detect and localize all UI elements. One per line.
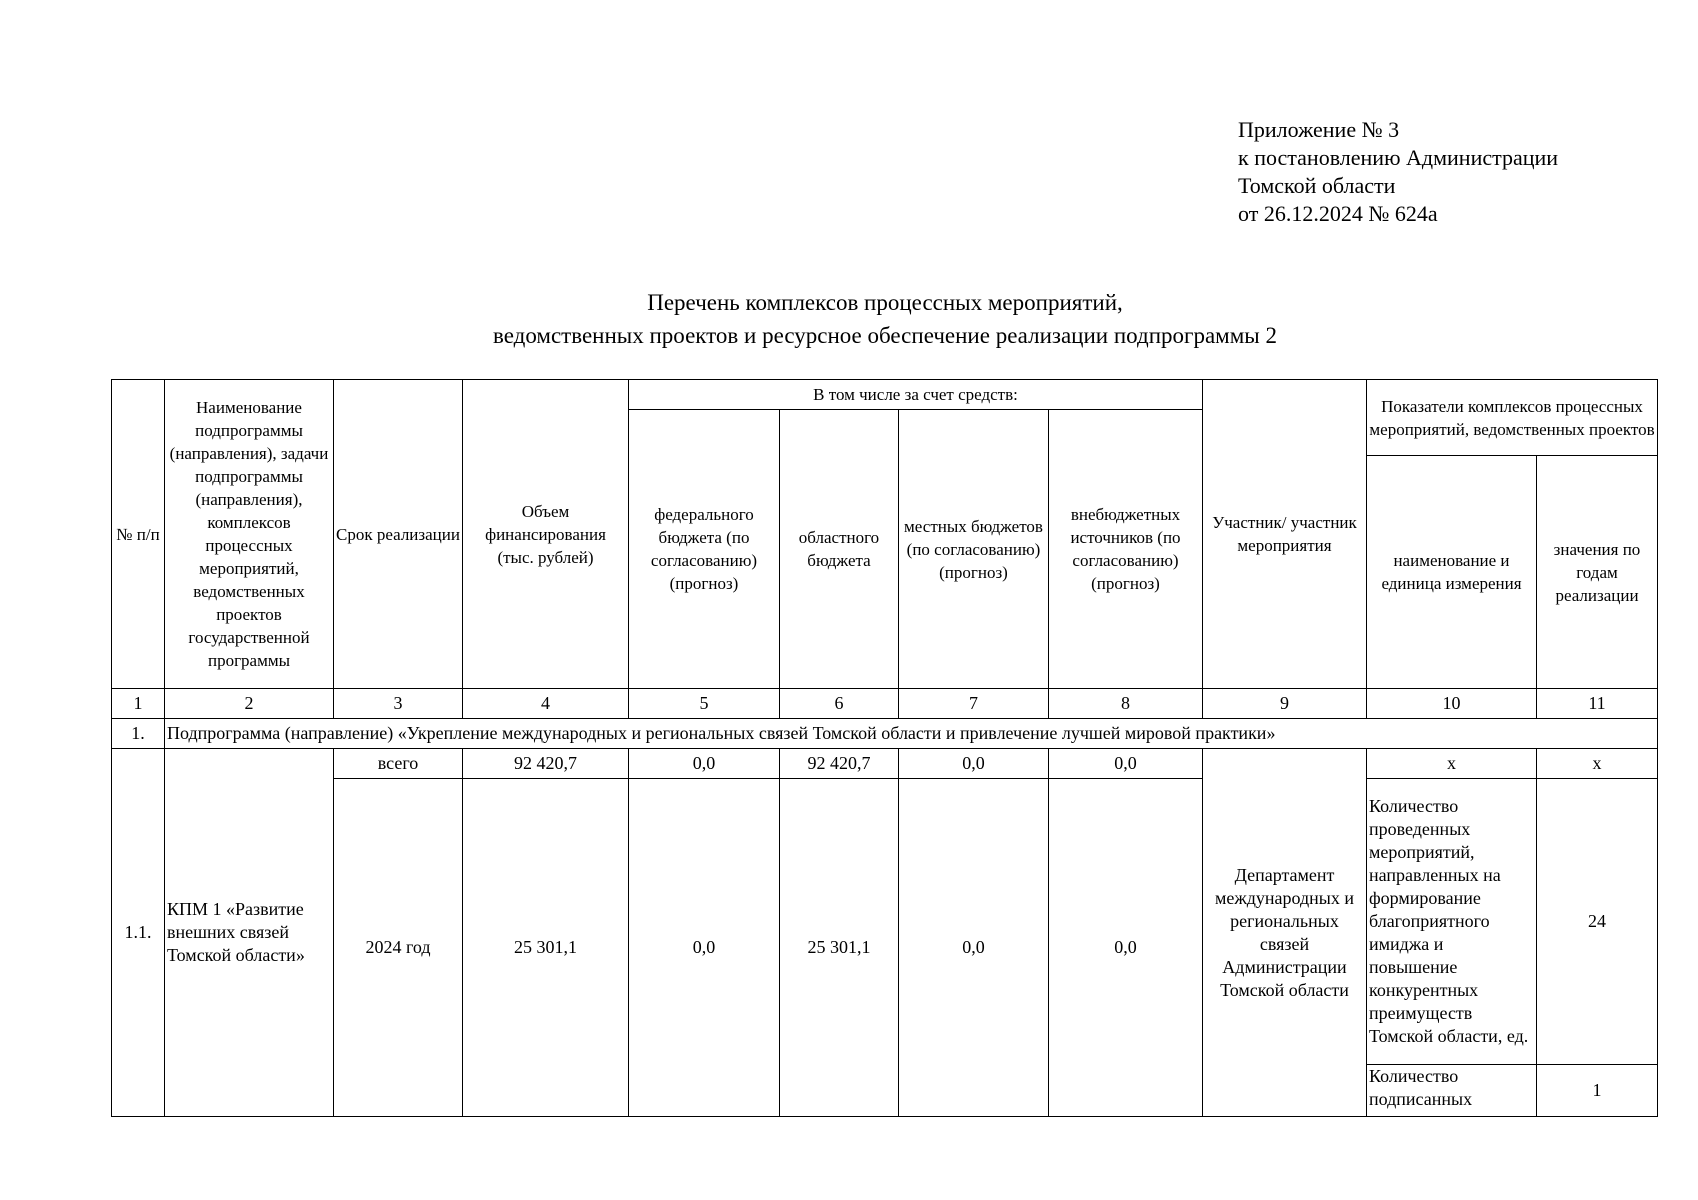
total-volume: 92 420,7: [463, 749, 629, 779]
header-regional: областного бюджета: [780, 410, 899, 689]
total-term: всего: [334, 749, 463, 779]
header-name: Наименование подпрограммы (направления), задачи подпрограммы (направления), комплексов процессных мероприятий, ведомственных проектов государственной программы: [165, 380, 334, 689]
appendix-line-4: от 26.12.2024 № 624а: [1238, 201, 1438, 226]
total-indicator-value: х: [1537, 749, 1658, 779]
kpm-name: КПМ 1 «Развитие внешних связей Томской области»: [165, 749, 334, 1117]
total-extrabudget: 0,0: [1049, 749, 1203, 779]
header-participant: Участник/ участник мероприятия: [1203, 380, 1367, 689]
table-row: [112, 779, 1658, 1065]
appendix-line-1: Приложение № 3: [1238, 117, 1400, 142]
section-num: 1.: [112, 719, 165, 749]
indicator-1-value: 24: [1537, 779, 1658, 1065]
total-local: 0,0: [899, 749, 1049, 779]
col-number: 10: [1367, 689, 1537, 719]
year-term: 2024 год: [334, 779, 463, 1117]
col-number: 9: [1203, 689, 1367, 719]
document-title: [0, 286, 1698, 352]
section-title: Подпрограмма (направление) «Укрепление международных и региональных связей Томской области и привлечение лучшей мировой практики»: [165, 719, 1658, 749]
section-row: [112, 719, 1658, 749]
header-indicators: Показатели комплексов процессных мероприятий, ведомственных проектов: [1367, 380, 1658, 456]
col-number: 2: [165, 689, 334, 719]
header-federal: федерального бюджета (по согласованию) (прогноз): [629, 410, 780, 689]
kpm-participant: Департамент международных и региональных связей Администрации Томской области: [1203, 749, 1367, 1117]
indicator-1-name: Количество проведенных мероприятий, направленных на формирование благоприятного имиджа и повышение конкурентных преимуществ Томской области, ед.: [1367, 779, 1537, 1065]
total-regional: 92 420,7: [780, 749, 899, 779]
col-number: 6: [780, 689, 899, 719]
year-volume: 25 301,1: [463, 779, 629, 1117]
indicator-2-name: Количество подписанных: [1367, 1065, 1537, 1117]
col-number: 5: [629, 689, 780, 719]
appendix-line-3: Томской области: [1238, 173, 1396, 198]
header-including: В том числе за счет средств:: [629, 380, 1203, 410]
indicator-2-value: 1: [1537, 1065, 1658, 1117]
col-number: 1: [112, 689, 165, 719]
header-indicator-name: наименование и единица измерения: [1367, 456, 1537, 689]
appendix-block: [1238, 116, 1558, 228]
col-number: 7: [899, 689, 1049, 719]
header-num: № п/п: [112, 380, 165, 689]
col-number: 3: [334, 689, 463, 719]
table-row: [112, 749, 1658, 779]
total-federal: 0,0: [629, 749, 780, 779]
header-local: местных бюджетов (по согласованию) (прогноз): [899, 410, 1049, 689]
funding-table: [111, 379, 1658, 1117]
col-number: 8: [1049, 689, 1203, 719]
header-indicator-values: значения по годам реализации: [1537, 456, 1658, 689]
col-number: 4: [463, 689, 629, 719]
header-term: Срок реализации: [334, 380, 463, 689]
year-regional: 25 301,1: [780, 779, 899, 1117]
header-volume: Объем финансирования (тыс. рублей): [463, 380, 629, 689]
kpm-num: 1.1.: [112, 749, 165, 1117]
year-local: 0,0: [899, 779, 1049, 1117]
col-number: 11: [1537, 689, 1658, 719]
appendix-line-2: к постановлению Администрации: [1238, 145, 1559, 170]
year-extrabudget: 0,0: [1049, 779, 1203, 1117]
year-federal: 0,0: [629, 779, 780, 1117]
total-indicator-name: х: [1367, 749, 1537, 779]
title-line-1: Перечень комплексов процессных мероприятий,: [647, 290, 1123, 315]
title-line-2: ведомственных проектов и ресурсное обеспечение реализации подпрограммы 2: [493, 323, 1277, 348]
header-extrabudget: внебюджетных источников (по согласованию) (прогноз): [1049, 410, 1203, 689]
